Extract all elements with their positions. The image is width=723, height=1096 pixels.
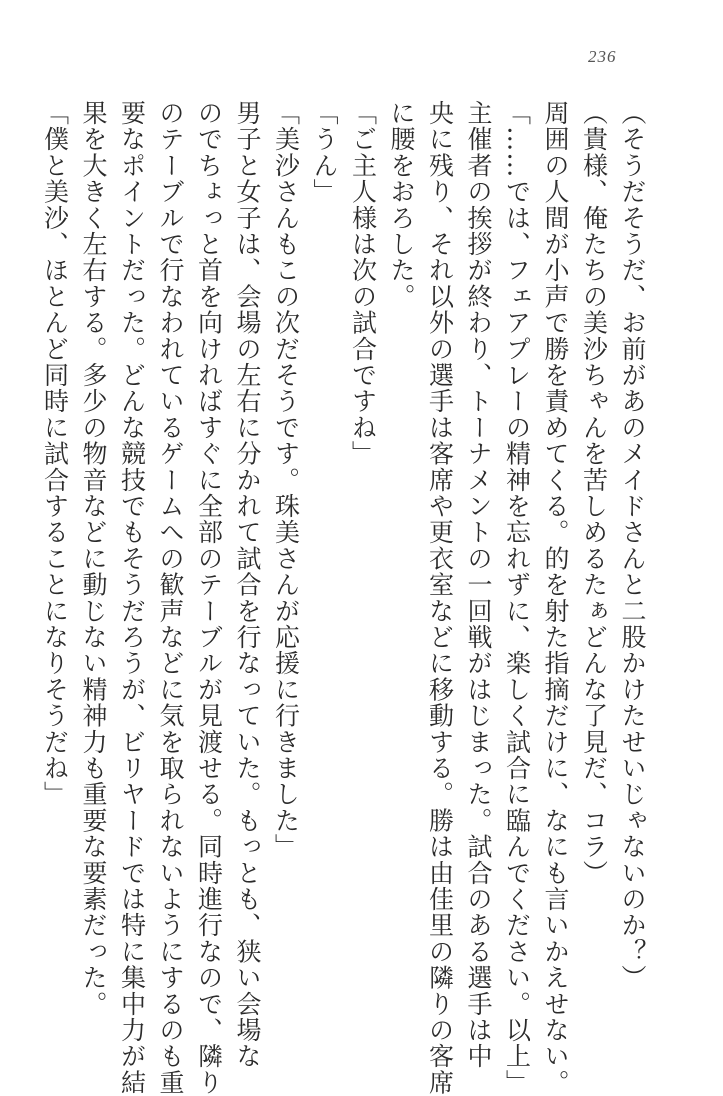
text-line: 果を大きく左右する。多少の物音などに動じない精神力も重要な要素だった。: [79, 100, 108, 1017]
text-line: （そうだそうだ、お前があのメイドさんと二股かけたせいじゃないのか？）: [618, 100, 647, 991]
text-line: 「うん」: [310, 100, 339, 205]
text-line: 「ご主人様は次の試合ですね」: [348, 100, 378, 467]
text-line: 央に残り、それ以外の選手は客席や更衣室などに移動する。勝は由佳里の隣りの客席: [425, 100, 455, 1096]
text-line: のテーブルで行なわれているゲームへの歓声などに気を取られないようにするのも重: [156, 100, 185, 1096]
page-number: 236: [588, 47, 617, 66]
text-line: 男子と女子は、会場の左右に分かれて試合を行なっていた。もっとも、狭い会場な: [233, 100, 262, 1070]
text-line: 「僕と美沙、ほとんど同時に試合することになりそうだね」: [40, 100, 70, 808]
text-line: のでちょっと首を向ければすぐに全部のテーブルが見渡せる。同時進行なので、隣り: [194, 100, 224, 1096]
text-line: 「……では、フェアプレーの精神を忘れずに、楽しく試合に臨んでください。以上」: [502, 100, 532, 1096]
text-line: （貴様、俺たちの美沙ちゃんを苦しめるたぁどんな了見だ、コラ）: [579, 100, 609, 886]
text-line: に腰をおろした。: [387, 100, 416, 310]
vertical-text-body: [35, 100, 651, 1096]
text-line: 要なポイントだった。どんな競技でもそうだろうが、ビリヤードでは特に集中力が結: [117, 100, 147, 1096]
text-line: 周囲の人間が小声で勝を責めてくる。的を射た指摘だけに、なにも言いかえせない。: [541, 100, 570, 1096]
text-line: 「美沙さんもこの次だそうです。珠美さんが応援に行きました」: [271, 100, 301, 860]
text-line: 主催者の挨拶が終わり、トーナメントの一回戦がはじまった。試合のある選手は中: [464, 100, 493, 1070]
